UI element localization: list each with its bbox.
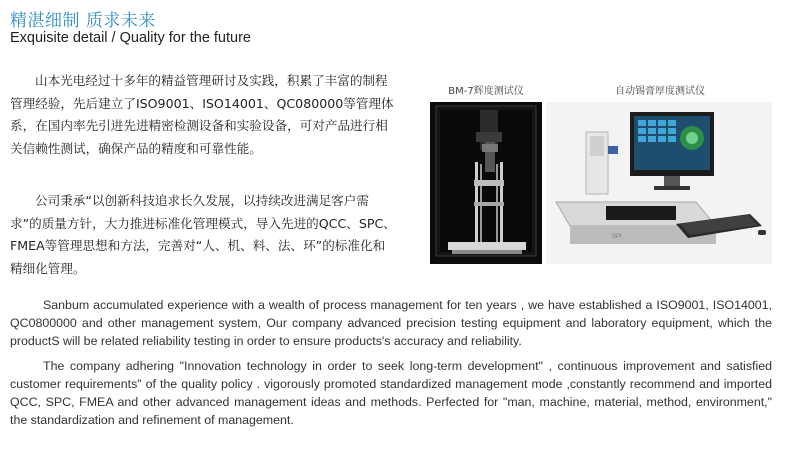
solder-paste-tester-illustration xyxy=(546,102,772,264)
svg-text:SPI: SPI xyxy=(612,234,622,240)
cn-paragraph-2: 公司秉承“以创新科技追求长久发展，以持续改进满足客户需求”的质量方针，大力推进标准化管理模式，导入先进的QCC、SPC、FMEA等管理思想和方法，完善对“人、机、料、法、环”的标准化和精细化管理。 xyxy=(10,193,396,276)
page-title-en: Exquisite detail / Quality for the future xyxy=(10,30,251,46)
bm7-tester-illustration xyxy=(430,102,542,264)
figure-caption-bm7: BM-7辉度测试仪 xyxy=(448,86,524,97)
cn-paragraph-1: 山本光电经过十多年的精益管理研讨及实践，积累了丰富的制程管理经验，先后建立了ISO9001、ISO14001、QC080000等管理体系，在国内率先引进先进精密检测设备和实验设备，可对产品进行相关信赖性测试，确保产品的精度和可靠性能。 xyxy=(10,73,394,156)
page-title-cn: 精湛细制 质求未来 xyxy=(10,11,156,31)
bm7-tester-photo xyxy=(430,102,542,264)
en-paragraph-1: Sanbum accumulated experience with a wealth of process management for ten years , we have established a ISO9001, ISO14001, QC0800000 and other management system, Our company advanced precision testing equipment and laboratory equipment, which the productS will be related reliability testing in order to ensure products's accuracy and reliability. xyxy=(10,298,772,348)
en-paragraph-2: The company adhering "Innovation technology in order to seek long-term development" , continuous improvement and satisfied customer requirements" of the quality policy . vigorously promoted standardized management mode ,constantly recommend and imported QCC, SPC, FMEA and other advanced management ideas and methods. Perfected for "man, machine, material, method, environment," the standardization and refinement of management. xyxy=(10,359,772,427)
figure-caption-solder-tester: 自动锡膏厚度测试仪 xyxy=(615,86,705,97)
solder-paste-tester-photo xyxy=(546,102,772,264)
